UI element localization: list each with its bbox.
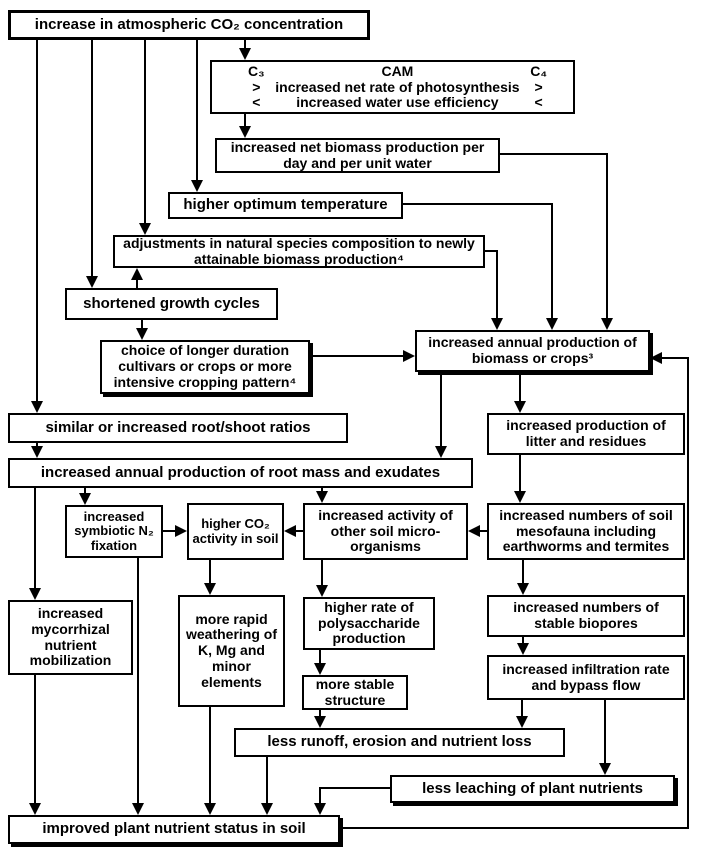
node-co2-increase-label: increase in atmospheric CO₂ concentration	[34, 15, 344, 33]
edge-leaching-status-h	[319, 787, 390, 789]
node-microorganisms	[303, 503, 468, 560]
edge-adjustments-annual-arrow	[491, 318, 503, 330]
edge-infiltration-runoff-line	[521, 700, 523, 716]
node-cultivar-choice	[100, 340, 310, 394]
edge-mesofauna-micro-arrow	[468, 525, 480, 537]
node-annual-biomass	[415, 330, 650, 372]
edge-micro-poly-line	[321, 560, 323, 585]
node-leaching-label: less leaching of plant nutrients	[422, 779, 643, 797]
edge-stable-runoff-arrow	[314, 716, 326, 728]
edge-co2-rootshoot-line	[36, 40, 38, 401]
node-co2-soil	[187, 503, 284, 560]
edge-status-annual-arrow	[650, 352, 662, 364]
node-net-biomass-label: increased net biomass production per day and per unit water	[230, 138, 485, 171]
node-mycorrhizal-label: increased mycorrhizal nutrient mobilization	[29, 605, 112, 669]
edge-co2-adjustments-arrow	[139, 223, 151, 235]
c3-greater-symbol: >	[252, 78, 261, 95]
edge-annual-rootmass-line	[440, 372, 442, 446]
edge-growthcycles-choice-arrow	[136, 328, 148, 340]
edge-micro-co2soil-arrow	[284, 525, 296, 537]
node-net-biomass	[215, 138, 500, 173]
edge-infiltration-leaching-line	[604, 700, 606, 763]
edge-cam-netbiomass-line	[244, 113, 246, 126]
node-stable-structure-label: more stable structure	[315, 675, 395, 708]
edge-runoff-status-arrow	[261, 803, 273, 815]
edge-n2-status-line	[137, 558, 139, 803]
edge-choice-annual-arrow	[403, 350, 415, 362]
edge-runoff-status-line	[266, 757, 268, 803]
c4-column	[530, 64, 547, 110]
edge-leaching-status-v	[319, 787, 321, 803]
node-nutrient-status-label: improved plant nutrient status in soil	[42, 820, 306, 838]
edge-netbiomass-annual-v	[606, 153, 608, 318]
node-growth-cycles-label: shortened growth cycles	[83, 294, 260, 312]
node-weathering	[178, 595, 285, 707]
edge-mesofauna-biopores-line	[522, 560, 524, 583]
node-growth-cycles	[65, 288, 278, 320]
edge-co2-growthcycles-arrow	[86, 276, 98, 288]
edge-mesofauna-micro-line	[480, 530, 487, 532]
node-n2-fixation-label: increased symbiotic N₂ fixation	[74, 508, 154, 553]
edge-annual-litter-arrow	[514, 401, 526, 413]
node-photosynthesis	[210, 60, 575, 114]
c4-less-symbol: <	[534, 94, 543, 111]
edge-litter-mesofauna-line	[519, 455, 521, 491]
edge-weathering-status-line	[209, 707, 211, 803]
edge-co2-growthcycles-line	[91, 40, 93, 276]
edge-rootmass-mycorrhizal-line	[34, 488, 36, 588]
edge-growthcycles-adjustments-arrow	[131, 268, 143, 280]
edge-n2-co2soil-line	[163, 530, 175, 532]
edge-status-annual-right	[687, 357, 689, 829]
edge-temperature-annual-h	[403, 203, 552, 205]
node-co2-soil-label: higher CO₂ activity in soil	[192, 515, 279, 546]
node-polysaccharide-label: higher rate of polysaccharide production	[318, 599, 420, 647]
node-n2-fixation	[65, 505, 163, 558]
node-microorganisms-label: increased activity of other soil micro-organisms	[318, 506, 453, 555]
edge-micro-poly-arrow	[316, 585, 328, 597]
c4-greater-symbol: >	[534, 78, 543, 95]
node-optimum-temperature	[168, 192, 403, 219]
edge-netbiomass-annual-arrow	[601, 318, 613, 330]
edge-rootmass-micro-arrow	[316, 491, 328, 503]
edge-micro-co2soil-line	[296, 530, 303, 532]
node-mesofauna-label: increased numbers of soil mesofauna including earthworms and termites	[499, 506, 673, 555]
node-co2-increase	[8, 10, 370, 40]
node-nutrient-status	[8, 815, 340, 844]
node-root-mass-label: increased annual production of root mass and exudates	[40, 463, 441, 481]
edge-netbiomass-annual-h	[500, 153, 607, 155]
node-litter	[487, 413, 685, 455]
node-leaching	[390, 775, 675, 803]
edge-rootmass-mycorrhizal-arrow	[29, 588, 41, 600]
edge-status-annual-top	[662, 357, 689, 359]
edge-cam-netbiomass-arrow	[239, 126, 251, 138]
edge-annual-litter-line	[519, 372, 521, 401]
edge-temperature-annual-v	[551, 203, 553, 318]
edge-biopores-infiltration-arrow	[517, 643, 529, 655]
edge-infiltration-runoff-arrow	[516, 716, 528, 728]
node-species-adjustments	[113, 235, 485, 268]
node-runoff	[234, 728, 565, 757]
edge-co2-rootshoot-arrow	[31, 401, 43, 413]
edge-rootmass-n2-arrow	[79, 493, 91, 505]
edge-n2-co2soil-arrow	[175, 525, 187, 537]
edge-co2-adjustments-line	[144, 40, 146, 223]
edge-rootshoot-rootmass-arrow	[31, 446, 43, 458]
edge-co2soil-weathering-arrow	[204, 583, 216, 595]
edge-temperature-annual-arrow	[546, 318, 558, 330]
node-optimum-temperature-label: higher optimum temperature	[183, 196, 388, 214]
node-polysaccharide	[303, 597, 435, 650]
node-litter-label: increased production of litter and residues	[506, 417, 666, 449]
edge-poly-stable-arrow	[314, 663, 326, 675]
edge-co2-cam-arrow	[239, 48, 251, 60]
node-biopores-label: increased numbers of stable biopores	[513, 599, 659, 631]
edge-infiltration-leaching-arrow	[599, 763, 611, 775]
node-infiltration-label: increased infiltration rate and bypass flow	[502, 660, 670, 693]
c3-column	[248, 64, 265, 110]
node-mycorrhizal	[8, 600, 133, 675]
node-species-adjustments-label: adjustments in natural species composition to newly attainable biomass production⁴	[123, 234, 475, 267]
edge-choice-annual-line	[310, 355, 403, 357]
node-infiltration	[487, 655, 685, 700]
edge-leaching-status-arrow	[314, 803, 326, 815]
edge-mycorrhizal-status-arrow	[29, 803, 41, 815]
node-mesofauna	[487, 503, 685, 560]
c3-less-symbol: <	[252, 94, 261, 111]
edge-adjustments-annual-v	[496, 250, 498, 318]
edge-poly-stable-line	[319, 650, 321, 663]
cam-line2: increased water use efficiency	[296, 94, 499, 111]
node-runoff-label: less runoff, erosion and nutrient loss	[267, 733, 532, 751]
cam-title: CAM	[381, 63, 414, 79]
edge-mycorrhizal-status-line	[34, 675, 36, 803]
cam-center-column	[265, 64, 531, 110]
edge-co2-temperature-line	[196, 40, 198, 180]
edge-growthcycles-adjustments-line	[136, 280, 138, 288]
edge-n2-status-arrow	[132, 803, 144, 815]
edge-co2-temperature-arrow	[191, 180, 203, 192]
node-root-shoot	[8, 413, 348, 443]
edge-mesofauna-biopores-arrow	[517, 583, 529, 595]
node-root-mass	[8, 458, 473, 488]
node-stable-structure	[302, 675, 408, 710]
c4-label: C₄	[530, 63, 547, 79]
node-biopores	[487, 595, 685, 637]
edge-status-annual-bottom	[340, 827, 689, 829]
cam-line1: increased net rate of photosynthesis	[275, 78, 520, 95]
edge-co2-cam-line	[244, 40, 246, 48]
edge-annual-rootmass-arrow	[435, 446, 447, 458]
edge-growthcycles-choice-line	[141, 320, 143, 328]
edge-litter-mesofauna-arrow	[514, 491, 526, 503]
edge-co2soil-weathering-line	[209, 560, 211, 583]
node-root-shoot-label: similar or increased root/shoot ratios	[45, 418, 311, 436]
node-annual-biomass-label: increased annual production of biomass or crops³	[428, 334, 637, 366]
edge-weathering-status-arrow	[204, 803, 216, 815]
node-cultivar-choice-label: choice of longer duration cultivars or crops or more intensive cropping pattern⁴	[113, 342, 297, 390]
node-weathering-label: more rapid weathering of K, Mg and minor elements	[185, 610, 277, 690]
c3-label: C₃	[248, 63, 265, 79]
